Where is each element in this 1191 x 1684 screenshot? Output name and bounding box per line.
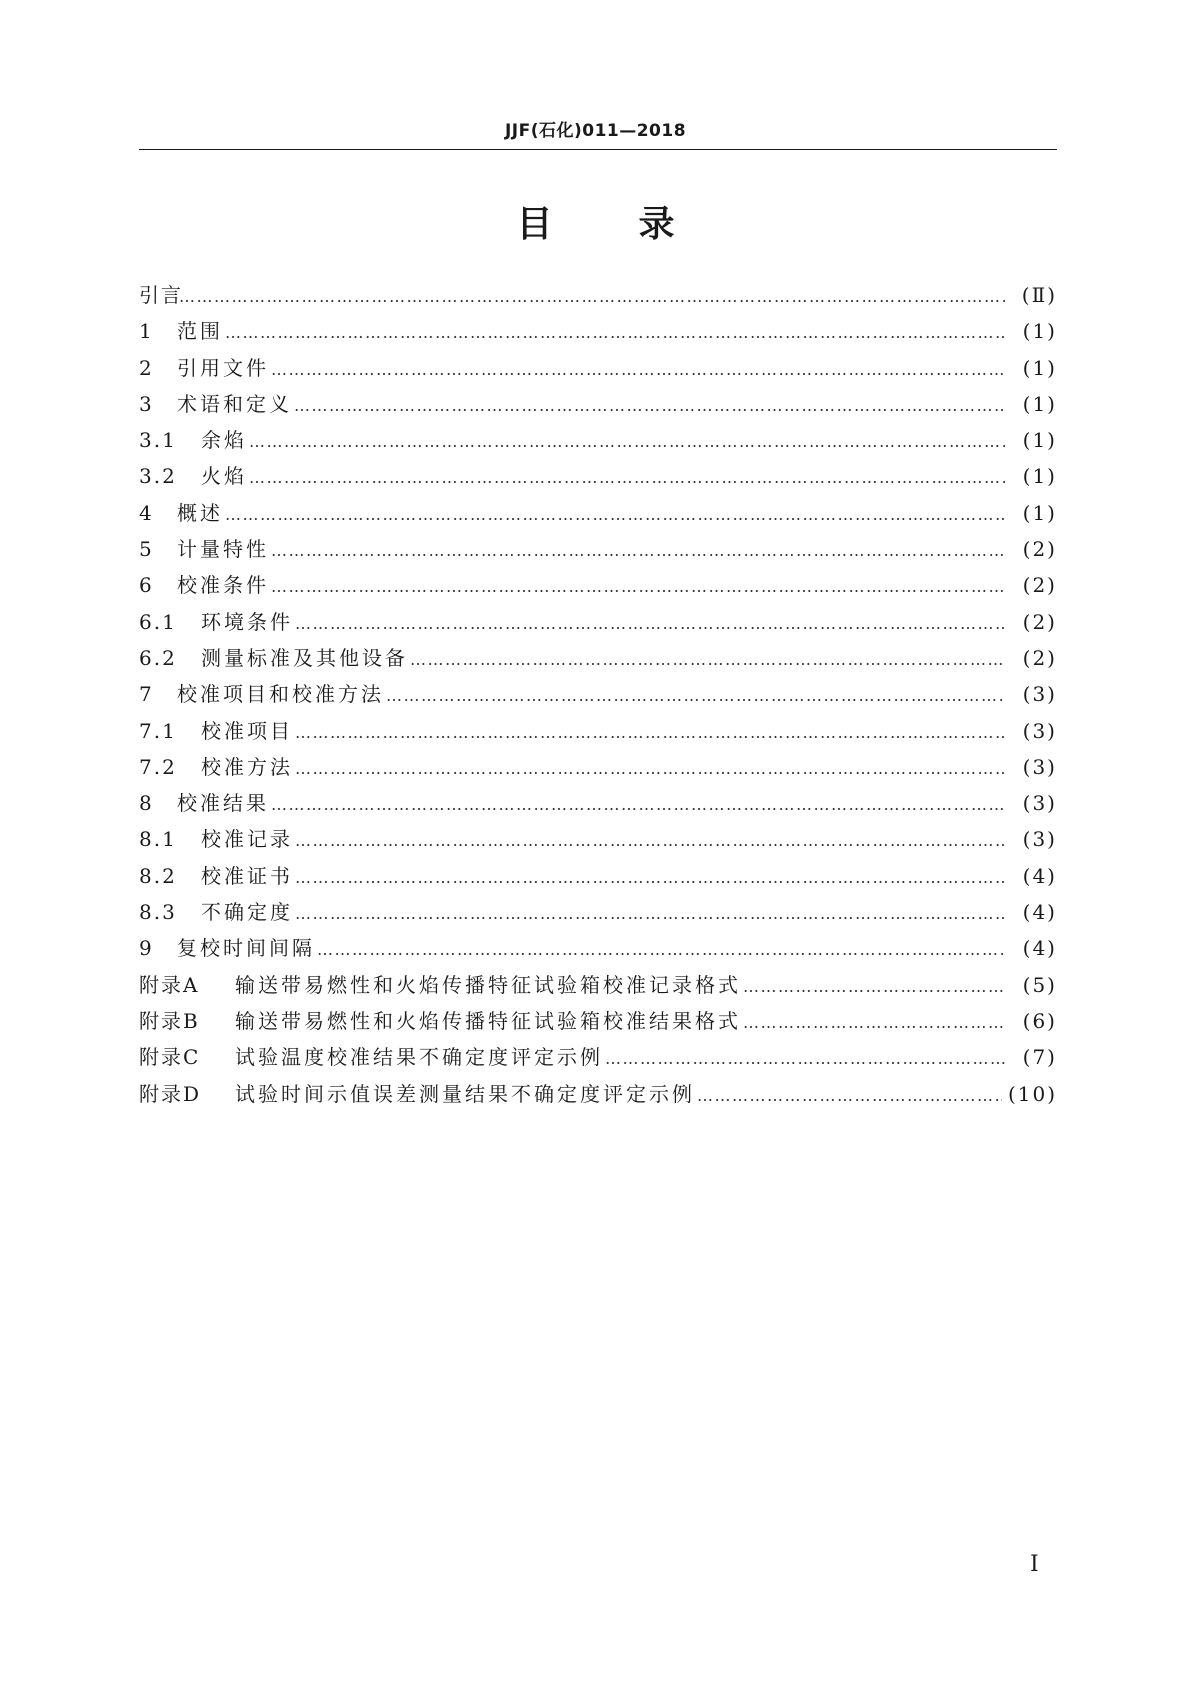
toc-entry[interactable] bbox=[139, 821, 1057, 857]
toc-entry-page: (6) bbox=[1022, 1008, 1057, 1033]
toc-entry-page: (3) bbox=[1022, 827, 1057, 852]
page-number: Ⅰ bbox=[1030, 1552, 1039, 1577]
toc-dot-leader bbox=[295, 751, 1005, 787]
toc-entry-number: 7.1 bbox=[139, 718, 177, 743]
toc-entry[interactable] bbox=[139, 785, 1057, 821]
toc-dot-leader bbox=[294, 388, 1005, 424]
toc-dot-leader bbox=[295, 860, 1005, 896]
toc-entry-label: 校准记录 bbox=[201, 827, 293, 852]
toc-dot-leader bbox=[697, 1078, 1002, 1114]
toc-entry-label: 校准项目和校准方法 bbox=[177, 682, 384, 707]
toc-entry-number: 附录A bbox=[139, 972, 200, 997]
toc-entry[interactable] bbox=[139, 386, 1057, 422]
toc-dot-leader bbox=[271, 787, 1005, 823]
toc-entry-page: (5) bbox=[1022, 972, 1057, 997]
toc-entry[interactable] bbox=[139, 858, 1057, 894]
toc-entry-page: (3) bbox=[1022, 718, 1057, 743]
toc-entry-number: 附录D bbox=[139, 1081, 202, 1106]
toc-entry-label: 不确定度 bbox=[201, 900, 293, 925]
toc-entry-label: 校准项目 bbox=[201, 718, 293, 743]
toc-entry-label: 术语和定义 bbox=[177, 391, 292, 416]
toc-entry[interactable] bbox=[139, 1076, 1057, 1112]
toc-entry-page: (3) bbox=[1022, 791, 1057, 816]
toc-dot-leader bbox=[386, 678, 1005, 714]
toc-entry-page: (4) bbox=[1022, 900, 1057, 925]
toc-entry-number: 3.1 bbox=[139, 428, 177, 453]
toc-dot-leader bbox=[271, 569, 1005, 605]
toc-entry-label: 余焰 bbox=[201, 428, 247, 453]
toc-entry-page: (1) bbox=[1022, 500, 1057, 525]
toc-dot-leader bbox=[225, 497, 1005, 533]
toc-entry[interactable] bbox=[139, 640, 1057, 676]
toc-entry-label: 范围 bbox=[177, 319, 223, 344]
toc-entry-number: 附录C bbox=[139, 1045, 201, 1070]
toc-entry-label: 引用文件 bbox=[177, 355, 269, 380]
toc-dot-leader bbox=[743, 969, 1005, 1005]
toc-entry-label: 输送带易燃性和火焰传播特征试验箱校准结果格式 bbox=[235, 1008, 741, 1033]
table-of-contents bbox=[139, 277, 1057, 1112]
toc-entry-page: (Ⅱ) bbox=[1021, 283, 1057, 307]
toc-entry-page: (1) bbox=[1022, 464, 1057, 489]
toc-entry-page: (3) bbox=[1022, 754, 1057, 779]
toc-entry-label: 计量特性 bbox=[177, 537, 269, 562]
toc-entry-number: 8 bbox=[139, 791, 154, 816]
toc-entry[interactable] bbox=[139, 350, 1057, 386]
toc-entry-label: 校准证书 bbox=[201, 863, 293, 888]
toc-entry[interactable] bbox=[139, 1039, 1057, 1075]
toc-entry-label: 复校时间间隔 bbox=[177, 936, 315, 961]
toc-entry-number: 附录B bbox=[139, 1008, 200, 1033]
document-code-header: JJF(石化)011—2018 bbox=[504, 121, 687, 141]
toc-title bbox=[0, 196, 1191, 247]
toc-entry-number: 2 bbox=[139, 355, 154, 380]
header-rule bbox=[139, 149, 1057, 150]
toc-entry-number: 8.2 bbox=[139, 863, 177, 888]
toc-entry-number: 1 bbox=[139, 319, 154, 344]
toc-entry-number: 7 bbox=[139, 682, 154, 707]
toc-dot-leader bbox=[410, 642, 1005, 678]
toc-entry-page: (2) bbox=[1022, 645, 1057, 670]
toc-entry[interactable] bbox=[139, 1003, 1057, 1039]
toc-entry[interactable] bbox=[139, 894, 1057, 930]
toc-entry[interactable] bbox=[139, 277, 1057, 313]
toc-entry-number: 9 bbox=[139, 936, 154, 961]
toc-entry-label: 环境条件 bbox=[201, 609, 293, 634]
toc-entry[interactable] bbox=[139, 531, 1057, 567]
toc-entry[interactable] bbox=[139, 458, 1057, 494]
toc-dot-leader bbox=[605, 1041, 1005, 1077]
toc-entry-page: (4) bbox=[1022, 936, 1057, 961]
toc-entry[interactable] bbox=[139, 313, 1057, 349]
toc-entry-page: (10) bbox=[1007, 1081, 1057, 1106]
toc-entry[interactable] bbox=[139, 495, 1057, 531]
toc-entry-label: 校准条件 bbox=[177, 573, 269, 598]
toc-entry-page: (2) bbox=[1022, 609, 1057, 634]
toc-entry-number: 6.1 bbox=[139, 609, 177, 634]
toc-entry-page: (1) bbox=[1022, 355, 1057, 380]
toc-entry-page: (7) bbox=[1022, 1045, 1057, 1070]
toc-entry-number: 8.1 bbox=[139, 827, 177, 852]
toc-entry-label: 试验时间示值误差测量结果不确定度评定示例 bbox=[235, 1081, 695, 1106]
toc-dot-leader bbox=[743, 1005, 1005, 1041]
toc-entry-page: (4) bbox=[1022, 863, 1057, 888]
toc-dot-leader bbox=[295, 823, 1005, 859]
toc-entry-label: 输送带易燃性和火焰传播特征试验箱校准记录格式 bbox=[235, 972, 741, 997]
toc-dot-leader bbox=[249, 460, 1005, 496]
toc-entry-label: 校准方法 bbox=[201, 754, 293, 779]
toc-dot-leader bbox=[225, 315, 1005, 351]
toc-entry[interactable] bbox=[139, 713, 1057, 749]
toc-entry-page: (1) bbox=[1022, 428, 1057, 453]
toc-entry-number: 3 bbox=[139, 391, 154, 416]
toc-entry-label: 校准结果 bbox=[177, 791, 269, 816]
toc-entry-number: 5 bbox=[139, 537, 154, 562]
toc-entry-number: 4 bbox=[139, 500, 154, 525]
toc-dot-leader bbox=[317, 932, 1005, 968]
toc-entry-label: 试验温度校准结果不确定度评定示例 bbox=[235, 1045, 603, 1070]
toc-entry[interactable] bbox=[139, 967, 1057, 1003]
toc-dot-leader bbox=[295, 715, 1005, 751]
toc-entry-page: (3) bbox=[1022, 682, 1057, 707]
toc-dot-leader bbox=[295, 896, 1005, 932]
toc-entry-label: 概述 bbox=[177, 500, 223, 525]
toc-entry-number: 7.2 bbox=[139, 754, 177, 779]
toc-entry[interactable] bbox=[139, 930, 1057, 966]
toc-entry-page: (2) bbox=[1022, 573, 1057, 598]
toc-entry-page: (1) bbox=[1022, 391, 1057, 416]
toc-entry-page: (1) bbox=[1022, 319, 1057, 344]
toc-entry[interactable] bbox=[139, 749, 1057, 785]
toc-dot-leader bbox=[271, 533, 1005, 569]
toc-entry[interactable] bbox=[139, 567, 1057, 603]
toc-entry-number: 6.2 bbox=[139, 645, 177, 670]
toc-entry-label: 测量标准及其他设备 bbox=[201, 645, 408, 670]
toc-entry-number: 6 bbox=[139, 573, 154, 598]
toc-dot-leader bbox=[179, 279, 1005, 315]
toc-entry-page: (2) bbox=[1022, 537, 1057, 562]
toc-dot-leader bbox=[271, 352, 1005, 388]
toc-entry-number: 3.2 bbox=[139, 464, 177, 489]
toc-entry-number: 8.3 bbox=[139, 900, 177, 925]
toc-entry[interactable] bbox=[139, 422, 1057, 458]
toc-dot-leader bbox=[295, 606, 1005, 642]
toc-entry[interactable] bbox=[139, 604, 1057, 640]
toc-entry[interactable] bbox=[139, 676, 1057, 712]
toc-dot-leader bbox=[249, 424, 1005, 460]
toc-title-second-char: 录 bbox=[638, 204, 675, 245]
toc-title-first-char: 目 bbox=[516, 204, 553, 245]
toc-entry-number: 引言 bbox=[139, 283, 183, 307]
toc-entry-label: 火焰 bbox=[201, 464, 247, 489]
